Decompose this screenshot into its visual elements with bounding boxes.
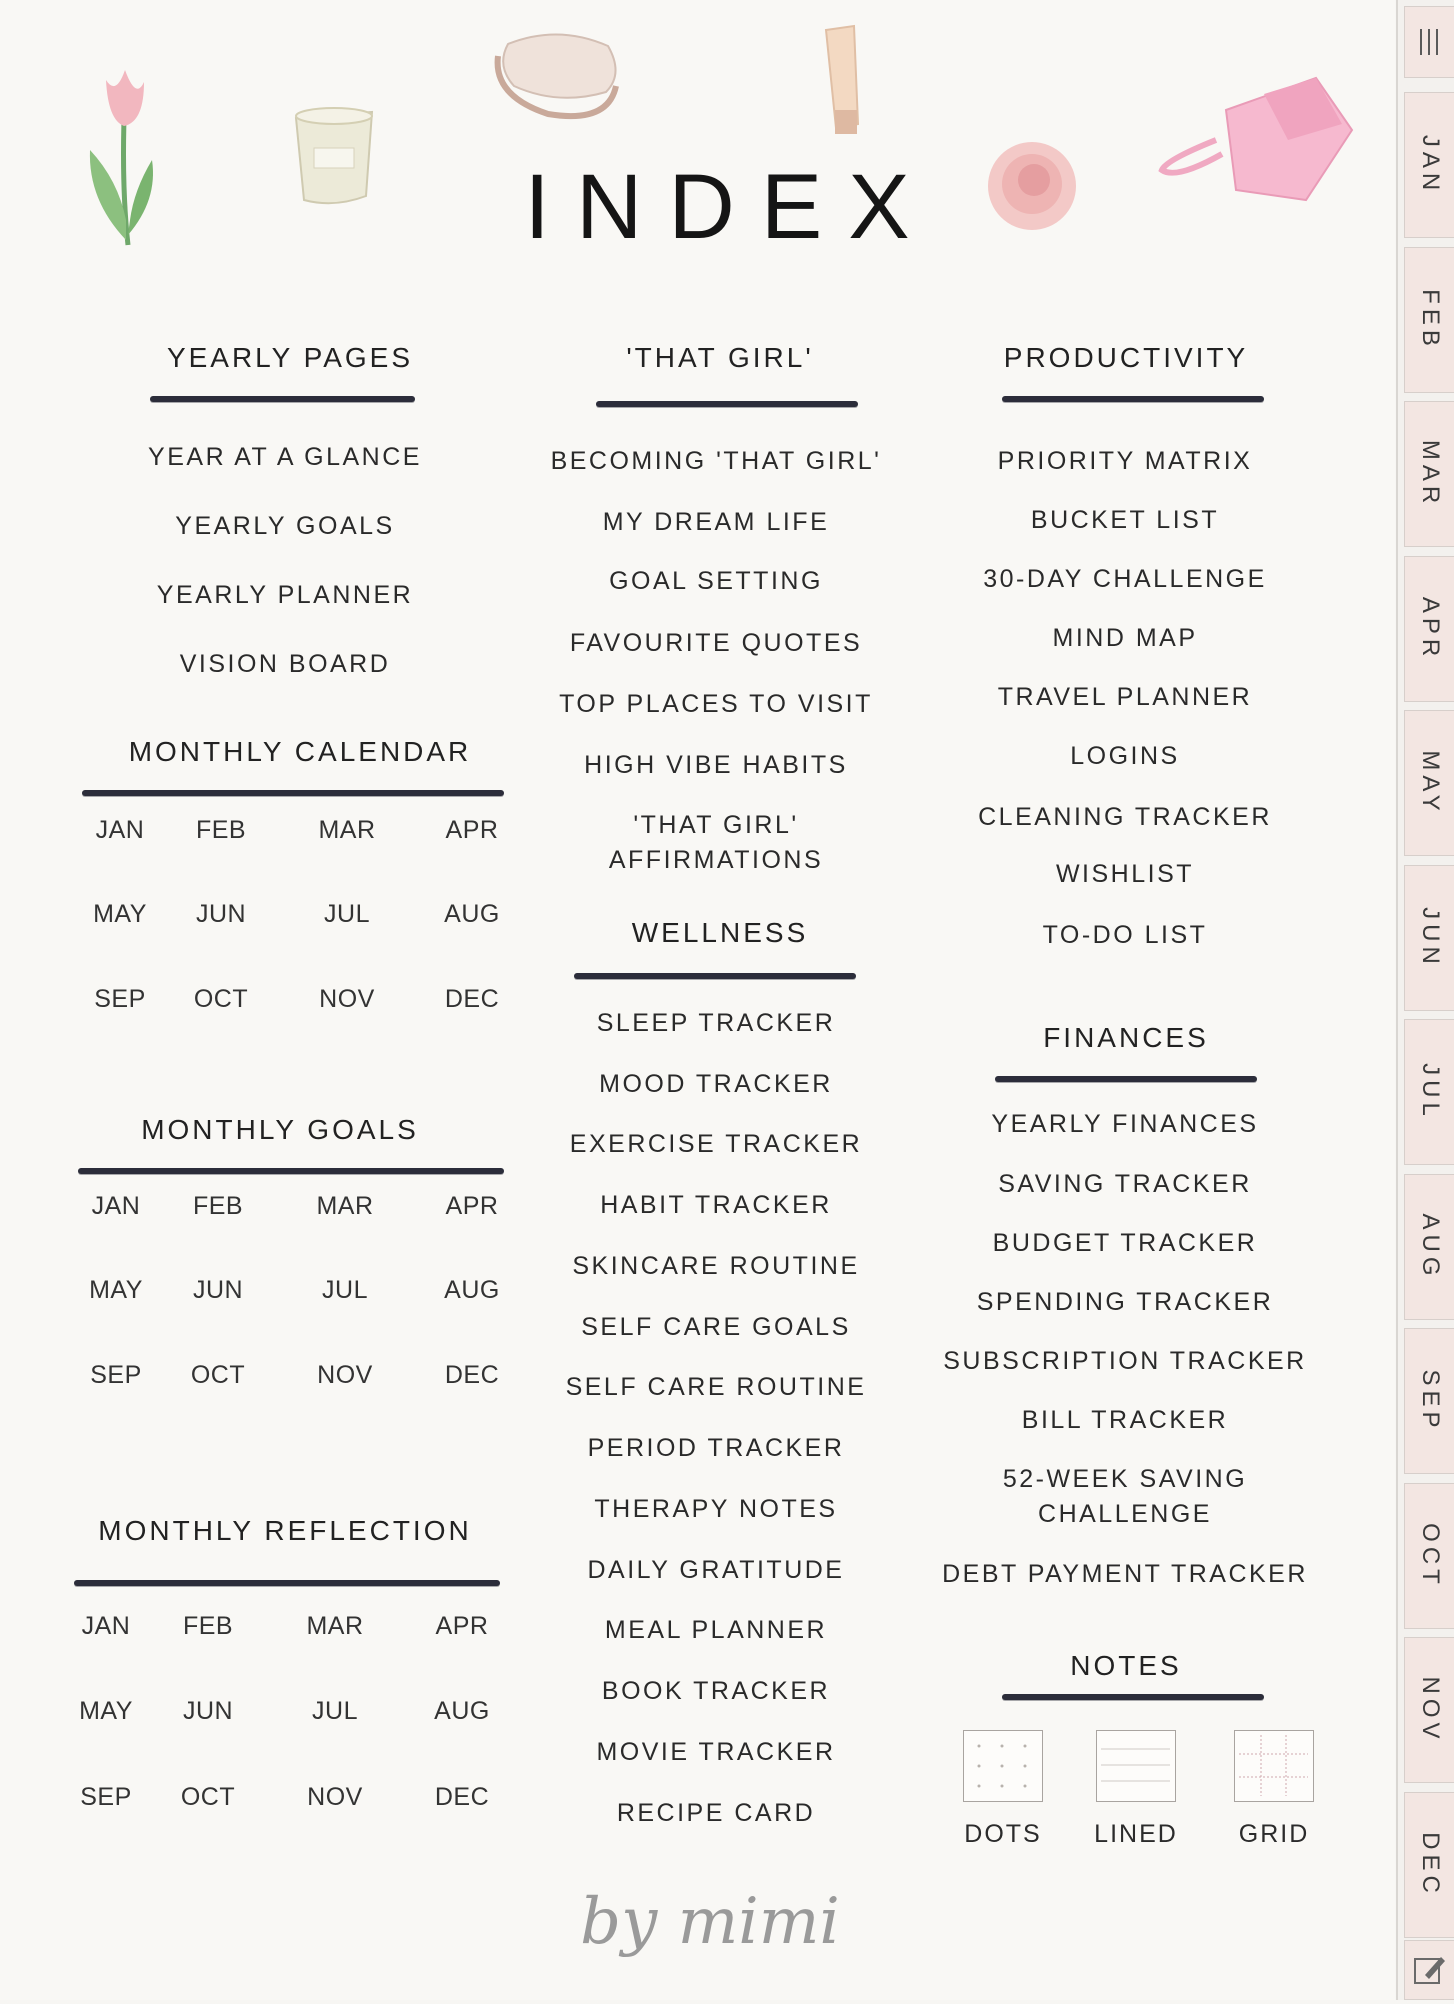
link-therapy-notes[interactable]: THERAPY NOTES [594, 1495, 838, 1523]
month-tab-apr[interactable] [1404, 556, 1454, 702]
cream-tube-icon [818, 24, 868, 136]
month-tab-label: DEC [1416, 1831, 1444, 1898]
monthly-calendar-oct[interactable]: OCT [193, 985, 249, 1013]
month-tab-label: NOV [1416, 1676, 1444, 1744]
monthly-reflection-jan[interactable]: JAN [81, 1612, 131, 1640]
signature: by mimi [580, 1885, 840, 1959]
section-title-monthly-calendar: MONTHLY CALENDAR [128, 736, 472, 767]
edit-icon [1405, 1941, 1453, 1999]
monthly-reflection-sep[interactable]: SEP [80, 1783, 132, 1811]
monthly-goals-jun[interactable]: JUN [192, 1276, 244, 1304]
divider [1002, 396, 1264, 402]
link-habit-tracker[interactable]: HABIT TRACKER [600, 1191, 832, 1219]
link-mood-tracker[interactable]: MOOD TRACKER [599, 1070, 833, 1098]
month-tab-label: JUL [1416, 1063, 1444, 1121]
monthly-reflection-apr[interactable]: APR [435, 1612, 489, 1640]
monthly-goals-aug[interactable]: AUG [444, 1276, 500, 1304]
link-challenge[interactable]: CHALLENGE [1038, 1500, 1212, 1528]
monthly-calendar-jul[interactable]: JUL [324, 900, 370, 928]
section-title-monthly-reflection: MONTHLY REFLECTION [98, 1515, 472, 1546]
month-tab-label: MAR [1416, 439, 1444, 509]
link-wishlist[interactable]: WISHLIST [1055, 860, 1195, 888]
notes-lined-thumbnail[interactable] [1096, 1730, 1176, 1802]
link-vision-board[interactable]: VISION BOARD [179, 650, 391, 678]
link-budget-tracker[interactable]: BUDGET TRACKER [992, 1229, 1258, 1257]
candle-icon [284, 100, 384, 210]
divider [596, 401, 858, 407]
month-tab-label: APR [1416, 596, 1444, 661]
monthly-reflection-feb[interactable]: FEB [182, 1612, 234, 1640]
monthly-goals-nov[interactable]: NOV [317, 1361, 373, 1389]
grid-pattern-icon [1235, 1731, 1312, 1800]
monthly-goals-jan[interactable]: JAN [91, 1192, 141, 1220]
link-becoming-that-girl[interactable]: BECOMING 'THAT GIRL' [550, 447, 882, 475]
menu-icon [1405, 7, 1453, 77]
monthly-calendar-nov[interactable]: NOV [319, 985, 375, 1013]
link-yearly-finances[interactable]: YEARLY FINANCES [991, 1110, 1259, 1138]
link-meal-planner[interactable]: MEAL PLANNER [604, 1616, 828, 1644]
monthly-goals-dec[interactable]: DEC [444, 1361, 500, 1389]
link-skincare-routine[interactable]: SKINCARE ROUTINE [572, 1252, 860, 1280]
divider [150, 396, 415, 402]
section-title-notes: NOTES [1070, 1650, 1182, 1681]
link-logins[interactable]: LOGINS [1070, 742, 1180, 770]
handbag-icon [1156, 70, 1356, 210]
monthly-goals-mar[interactable]: MAR [316, 1192, 374, 1220]
month-tab-sep[interactable] [1404, 1328, 1454, 1474]
monthly-calendar-feb[interactable]: FEB [195, 816, 247, 844]
link-daily-gratitude[interactable]: DAILY GRATITUDE [587, 1556, 845, 1584]
edit-tab[interactable] [1404, 1940, 1454, 2000]
monthly-calendar-aug[interactable]: AUG [444, 900, 500, 928]
link-top-places-to-visit[interactable]: TOP PLACES TO VISIT [559, 690, 873, 718]
link-to-do-list[interactable]: TO-DO LIST [1042, 921, 1208, 949]
link-bucket-list[interactable]: BUCKET LIST [1030, 506, 1220, 534]
monthly-calendar-jan[interactable]: JAN [95, 816, 145, 844]
month-tab-jun[interactable] [1404, 865, 1454, 1011]
link-travel-planner[interactable]: TRAVEL PLANNER [997, 683, 1253, 711]
link-subscription-tracker[interactable]: SUBSCRIPTION TRACKER [943, 1347, 1307, 1375]
divider [1002, 1694, 1264, 1700]
notes-lined-label[interactable]: LINED [1094, 1820, 1178, 1848]
divider [74, 1580, 500, 1586]
month-tab-label: MAY [1416, 750, 1444, 816]
link-debt-payment-tracker[interactable]: DEBT PAYMENT TRACKER [942, 1560, 1308, 1588]
link-affirmations[interactable]: AFFIRMATIONS [608, 846, 824, 874]
month-tab-mar[interactable] [1404, 401, 1454, 547]
monthly-calendar-sep[interactable]: SEP [94, 985, 146, 1013]
month-tab-label: JUN [1416, 906, 1444, 969]
section-title-that-girl: 'THAT GIRL' [626, 342, 814, 373]
link-recipe-card[interactable]: RECIPE CARD [616, 1799, 816, 1827]
monthly-reflection-oct[interactable]: OCT [180, 1783, 236, 1811]
link-favourite-quotes[interactable]: FAVOURITE QUOTES [569, 629, 863, 657]
menu-tab[interactable] [1404, 6, 1454, 78]
link-book-tracker[interactable]: BOOK TRACKER [601, 1677, 831, 1705]
section-title-finances: FINANCES [1043, 1022, 1209, 1053]
monthly-reflection-mar[interactable]: MAR [306, 1612, 364, 1640]
link-sleep-tracker[interactable]: SLEEP TRACKER [596, 1009, 836, 1037]
month-tab-jul[interactable] [1404, 1019, 1454, 1165]
section-title-monthly-goals: MONTHLY GOALS [141, 1114, 419, 1145]
link-mind-map[interactable]: MIND MAP [1052, 624, 1198, 652]
sleep-mask-icon [488, 26, 630, 126]
dots-pattern-icon [964, 1731, 1041, 1800]
month-tab-label: FEB [1416, 288, 1444, 351]
lined-pattern-icon [1097, 1731, 1174, 1800]
month-tab-bar [1396, 0, 1454, 2000]
month-tab-label: OCT [1416, 1522, 1444, 1589]
page-title: INDEX [524, 156, 936, 258]
monthly-reflection-nov[interactable]: NOV [307, 1783, 363, 1811]
link-bill-tracker[interactable]: BILL TRACKER [1021, 1406, 1229, 1434]
month-tab-may[interactable] [1404, 710, 1454, 856]
monthly-calendar-jun[interactable]: JUN [195, 900, 247, 928]
link-saving-tracker[interactable]: SAVING TRACKER [998, 1170, 1252, 1198]
divider [78, 1168, 504, 1174]
divider [574, 973, 856, 979]
monthly-goals-feb[interactable]: FEB [192, 1192, 244, 1220]
divider [82, 790, 504, 796]
month-tab-label: AUG [1416, 1212, 1444, 1281]
notes-dots-label[interactable]: DOTS [964, 1820, 1042, 1848]
monthly-calendar-mar[interactable]: MAR [318, 816, 376, 844]
link-year-at-a-glance[interactable]: YEAR AT A GLANCE [148, 443, 422, 471]
month-tab-aug[interactable] [1404, 1174, 1454, 1320]
monthly-goals-oct[interactable]: OCT [190, 1361, 246, 1389]
link-that-girl[interactable]: 'THAT GIRL' [633, 811, 799, 839]
monthly-reflection-aug[interactable]: AUG [434, 1697, 490, 1725]
notes-grid-label[interactable]: GRID [1238, 1820, 1310, 1848]
section-title-wellness: WELLNESS [631, 917, 809, 948]
link-self-care-routine[interactable]: SELF CARE ROUTINE [565, 1373, 867, 1401]
monthly-goals-apr[interactable]: APR [445, 1192, 499, 1220]
monthly-reflection-may[interactable]: MAY [79, 1697, 133, 1725]
monthly-reflection-jun[interactable]: JUN [182, 1697, 234, 1725]
monthly-goals-jul[interactable]: JUL [322, 1276, 368, 1304]
notes-dots-thumbnail[interactable] [963, 1730, 1043, 1802]
month-tab-label: SEP [1416, 1369, 1444, 1433]
rose-icon [982, 136, 1082, 234]
link-goal-setting[interactable]: GOAL SETTING [609, 567, 823, 595]
monthly-goals-sep[interactable]: SEP [90, 1361, 142, 1389]
monthly-calendar-dec[interactable]: DEC [444, 985, 500, 1013]
month-tab-nov[interactable] [1404, 1637, 1454, 1783]
section-title-productivity: PRODUCTIVITY [1003, 342, 1249, 373]
month-tab-feb[interactable] [1404, 247, 1454, 393]
section-title-yearly-pages: YEARLY PAGES [166, 342, 414, 373]
notes-grid-thumbnail[interactable] [1234, 1730, 1314, 1802]
link-my-dream-life[interactable]: MY DREAM LIFE [602, 508, 830, 536]
link-self-care-goals[interactable]: SELF CARE GOALS [581, 1313, 851, 1341]
monthly-calendar-apr[interactable]: APR [445, 816, 499, 844]
month-tab-label: JAN [1416, 134, 1444, 196]
monthly-reflection-jul[interactable]: JUL [312, 1697, 358, 1725]
link-priority-matrix[interactable]: PRIORITY MATRIX [997, 447, 1253, 475]
tulip-icon [78, 50, 168, 250]
link-30-day-challenge[interactable]: 30-DAY CHALLENGE [983, 565, 1267, 593]
month-tab-jan[interactable] [1404, 92, 1454, 238]
link-period-tracker[interactable]: PERIOD TRACKER [587, 1434, 845, 1462]
link-yearly-goals[interactable]: YEARLY GOALS [175, 512, 395, 540]
link-movie-tracker[interactable]: MOVIE TRACKER [596, 1738, 836, 1766]
link-cleaning-tracker[interactable]: CLEANING TRACKER [978, 803, 1272, 831]
link-high-vibe-habits[interactable]: HIGH VIBE HABITS [584, 751, 848, 779]
link-52-week-saving[interactable]: 52-WEEK SAVING [1002, 1465, 1248, 1493]
month-tab-dec[interactable] [1404, 1792, 1454, 1938]
link-spending-tracker[interactable]: SPENDING TRACKER [976, 1288, 1274, 1316]
monthly-goals-may[interactable]: MAY [89, 1276, 143, 1304]
monthly-reflection-dec[interactable]: DEC [434, 1783, 490, 1811]
monthly-calendar-may[interactable]: MAY [93, 900, 147, 928]
link-exercise-tracker[interactable]: EXERCISE TRACKER [569, 1130, 863, 1158]
link-yearly-planner[interactable]: YEARLY PLANNER [156, 581, 414, 609]
month-tab-oct[interactable] [1404, 1483, 1454, 1629]
divider [995, 1076, 1257, 1082]
